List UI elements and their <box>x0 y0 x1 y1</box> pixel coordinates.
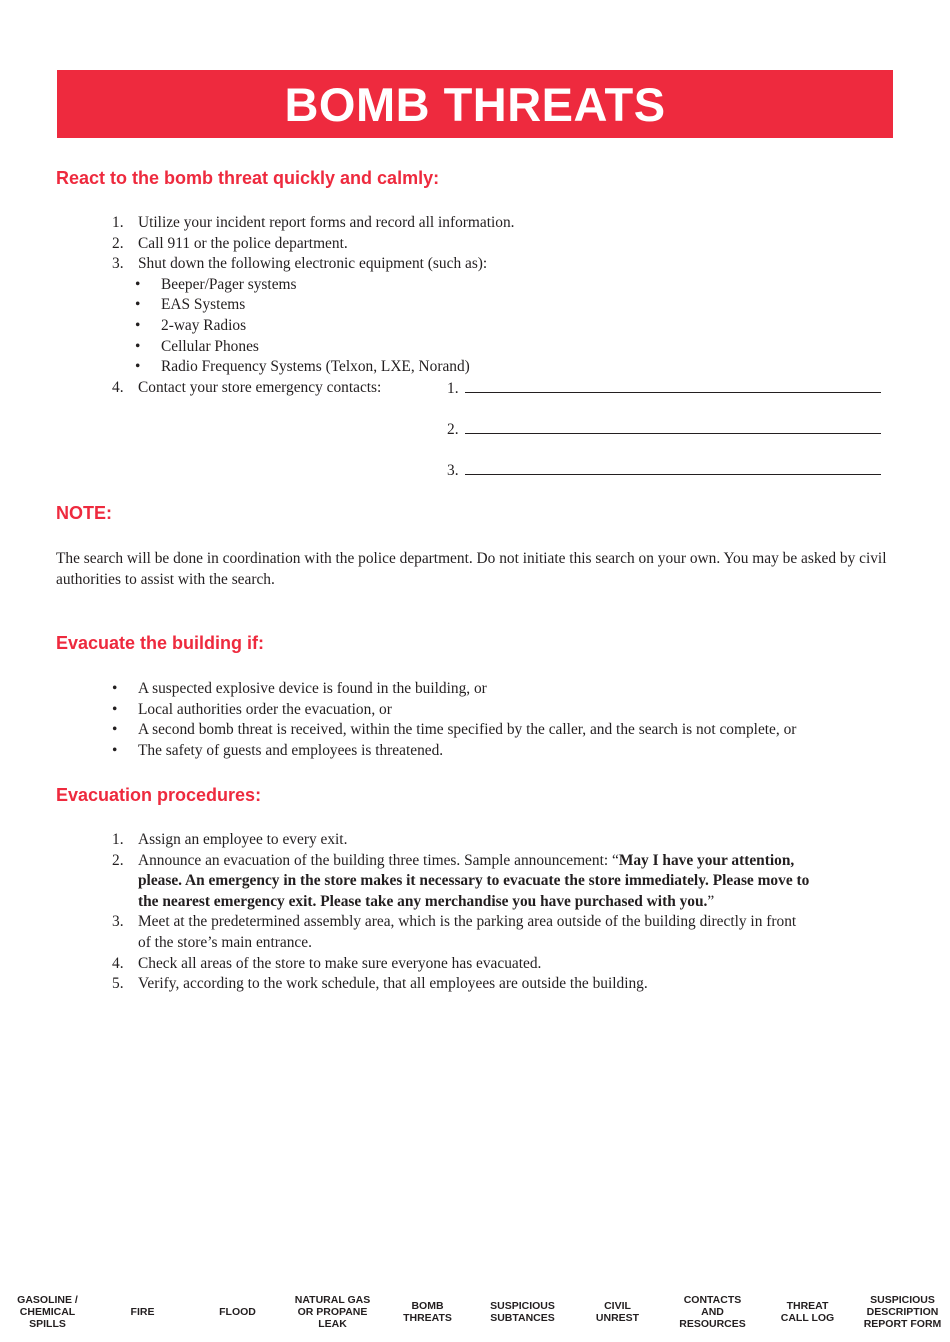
tab-flood[interactable]: FLOOD <box>219 1305 256 1318</box>
list-item: 2. Call 911 or the police department. <box>112 234 348 252</box>
contact-field-1[interactable]: 1. <box>447 378 881 400</box>
tab-natural-gas-propane-leak[interactable]: NATURAL GAS OR PROPANE LEAK <box>294 1293 371 1331</box>
list-item: 3. Shut down the following electronic equipment (such as): <box>112 255 488 273</box>
contact-blank-line[interactable] <box>465 419 881 434</box>
list-item: • A second bomb threat is received, within the time specified by the caller, and the search is not complete, or <box>0 720 950 741</box>
page-title: BOMB THREATS <box>284 77 666 131</box>
bullet: • <box>135 275 141 293</box>
list-item: 4. Contact your store emergency contacts: <box>112 378 382 396</box>
bullet: • <box>135 296 141 314</box>
tab-fire[interactable]: FIRE <box>130 1305 155 1318</box>
tab-suspicious-substances[interactable]: SUSPICIOUS SUBTANCES <box>490 1299 555 1324</box>
list-item: 1. Assign an employee to every exit. <box>112 831 348 848</box>
tab-civil-unrest[interactable]: CIVIL UNREST <box>595 1299 640 1324</box>
tab-contacts-and-resources[interactable]: CONTACTS AND RESOURCES <box>679 1293 746 1331</box>
list-item: • Local authorities order the evacuation, or <box>0 700 950 721</box>
list-item: 1. Utilize your incident report forms and record all information. <box>112 214 515 231</box>
title-banner <box>57 70 893 138</box>
contact-blank-line[interactable] <box>465 460 881 475</box>
equipment-item: • Radio Frequency Systems (Telxon, LXE, Norand) <box>0 357 950 378</box>
evacuate-if-heading: Evacuate the building if: <box>56 633 265 653</box>
contact-field-3[interactable]: 3. <box>447 460 881 482</box>
tab-suspicious-description-report-form[interactable]: SUSPICIOUS DESCRIPTION REPORT FORM <box>863 1293 942 1331</box>
bullet: • <box>135 358 141 376</box>
tab-bomb-threats[interactable]: BOMB THREATS <box>403 1299 452 1324</box>
note-text: The search will be done in coordination with the police department. Do not initiate this search on your own. You may be asked by civil authorities to assist with the search. <box>56 550 887 588</box>
list-item: 3. Meet at the predetermined assembly area, which is the parking area outside of the building directly in front <box>112 913 797 931</box>
contact-field-2[interactable]: 2. <box>447 419 881 441</box>
bullet: • <box>112 680 118 697</box>
bullet: • <box>112 700 118 718</box>
list-item: 2. Announce an evacuation of the building three times. Sample announcement: “May I have your attention, <box>112 851 795 869</box>
bullet: • <box>112 741 118 759</box>
procedures-heading: Evacuation procedures: <box>56 785 262 805</box>
list-item-continued: the nearest emergency exit. Please take any merchandise you have purchased with you.” <box>138 892 715 910</box>
evacuate-if-list <box>0 679 950 761</box>
bullet: • <box>112 721 118 739</box>
react-list <box>0 213 950 398</box>
equipment-item: • 2-way Radios <box>0 316 950 337</box>
tab-threat-call-log[interactable]: THREAT CALL LOG <box>780 1299 835 1324</box>
equipment-item: • EAS Systems <box>0 295 950 316</box>
list-item: • A suspected explosive device is found in the building, or <box>0 679 950 700</box>
note-heading: NOTE: <box>56 503 112 523</box>
tab-gasoline-chemical-spills[interactable]: GASOLINE / CHEMICAL SPILLS <box>17 1293 78 1331</box>
bullet: • <box>135 337 141 355</box>
footer-tab-bar <box>0 1290 950 1334</box>
contact-blank-line[interactable] <box>465 378 881 393</box>
react-heading: React to the bomb threat quickly and calmly: <box>56 168 440 188</box>
list-item: 4. Check all areas of the store to make sure everyone has evacuated. <box>112 954 542 972</box>
equipment-item: • Beeper/Pager systems <box>0 275 950 296</box>
list-item-continued: please. An emergency in the store makes it necessary to evacuate the store immediately. Please move to <box>138 872 810 890</box>
bullet: • <box>135 316 141 334</box>
equipment-item: • Cellular Phones <box>0 337 950 358</box>
list-item: 5. Verify, according to the work schedule, that all employees are outside the building. <box>112 975 648 993</box>
list-item: • The safety of guests and employees is threatened. <box>0 741 950 762</box>
procedures-list <box>0 830 950 995</box>
list-item-continued: of the store’s main entrance. <box>138 933 312 951</box>
